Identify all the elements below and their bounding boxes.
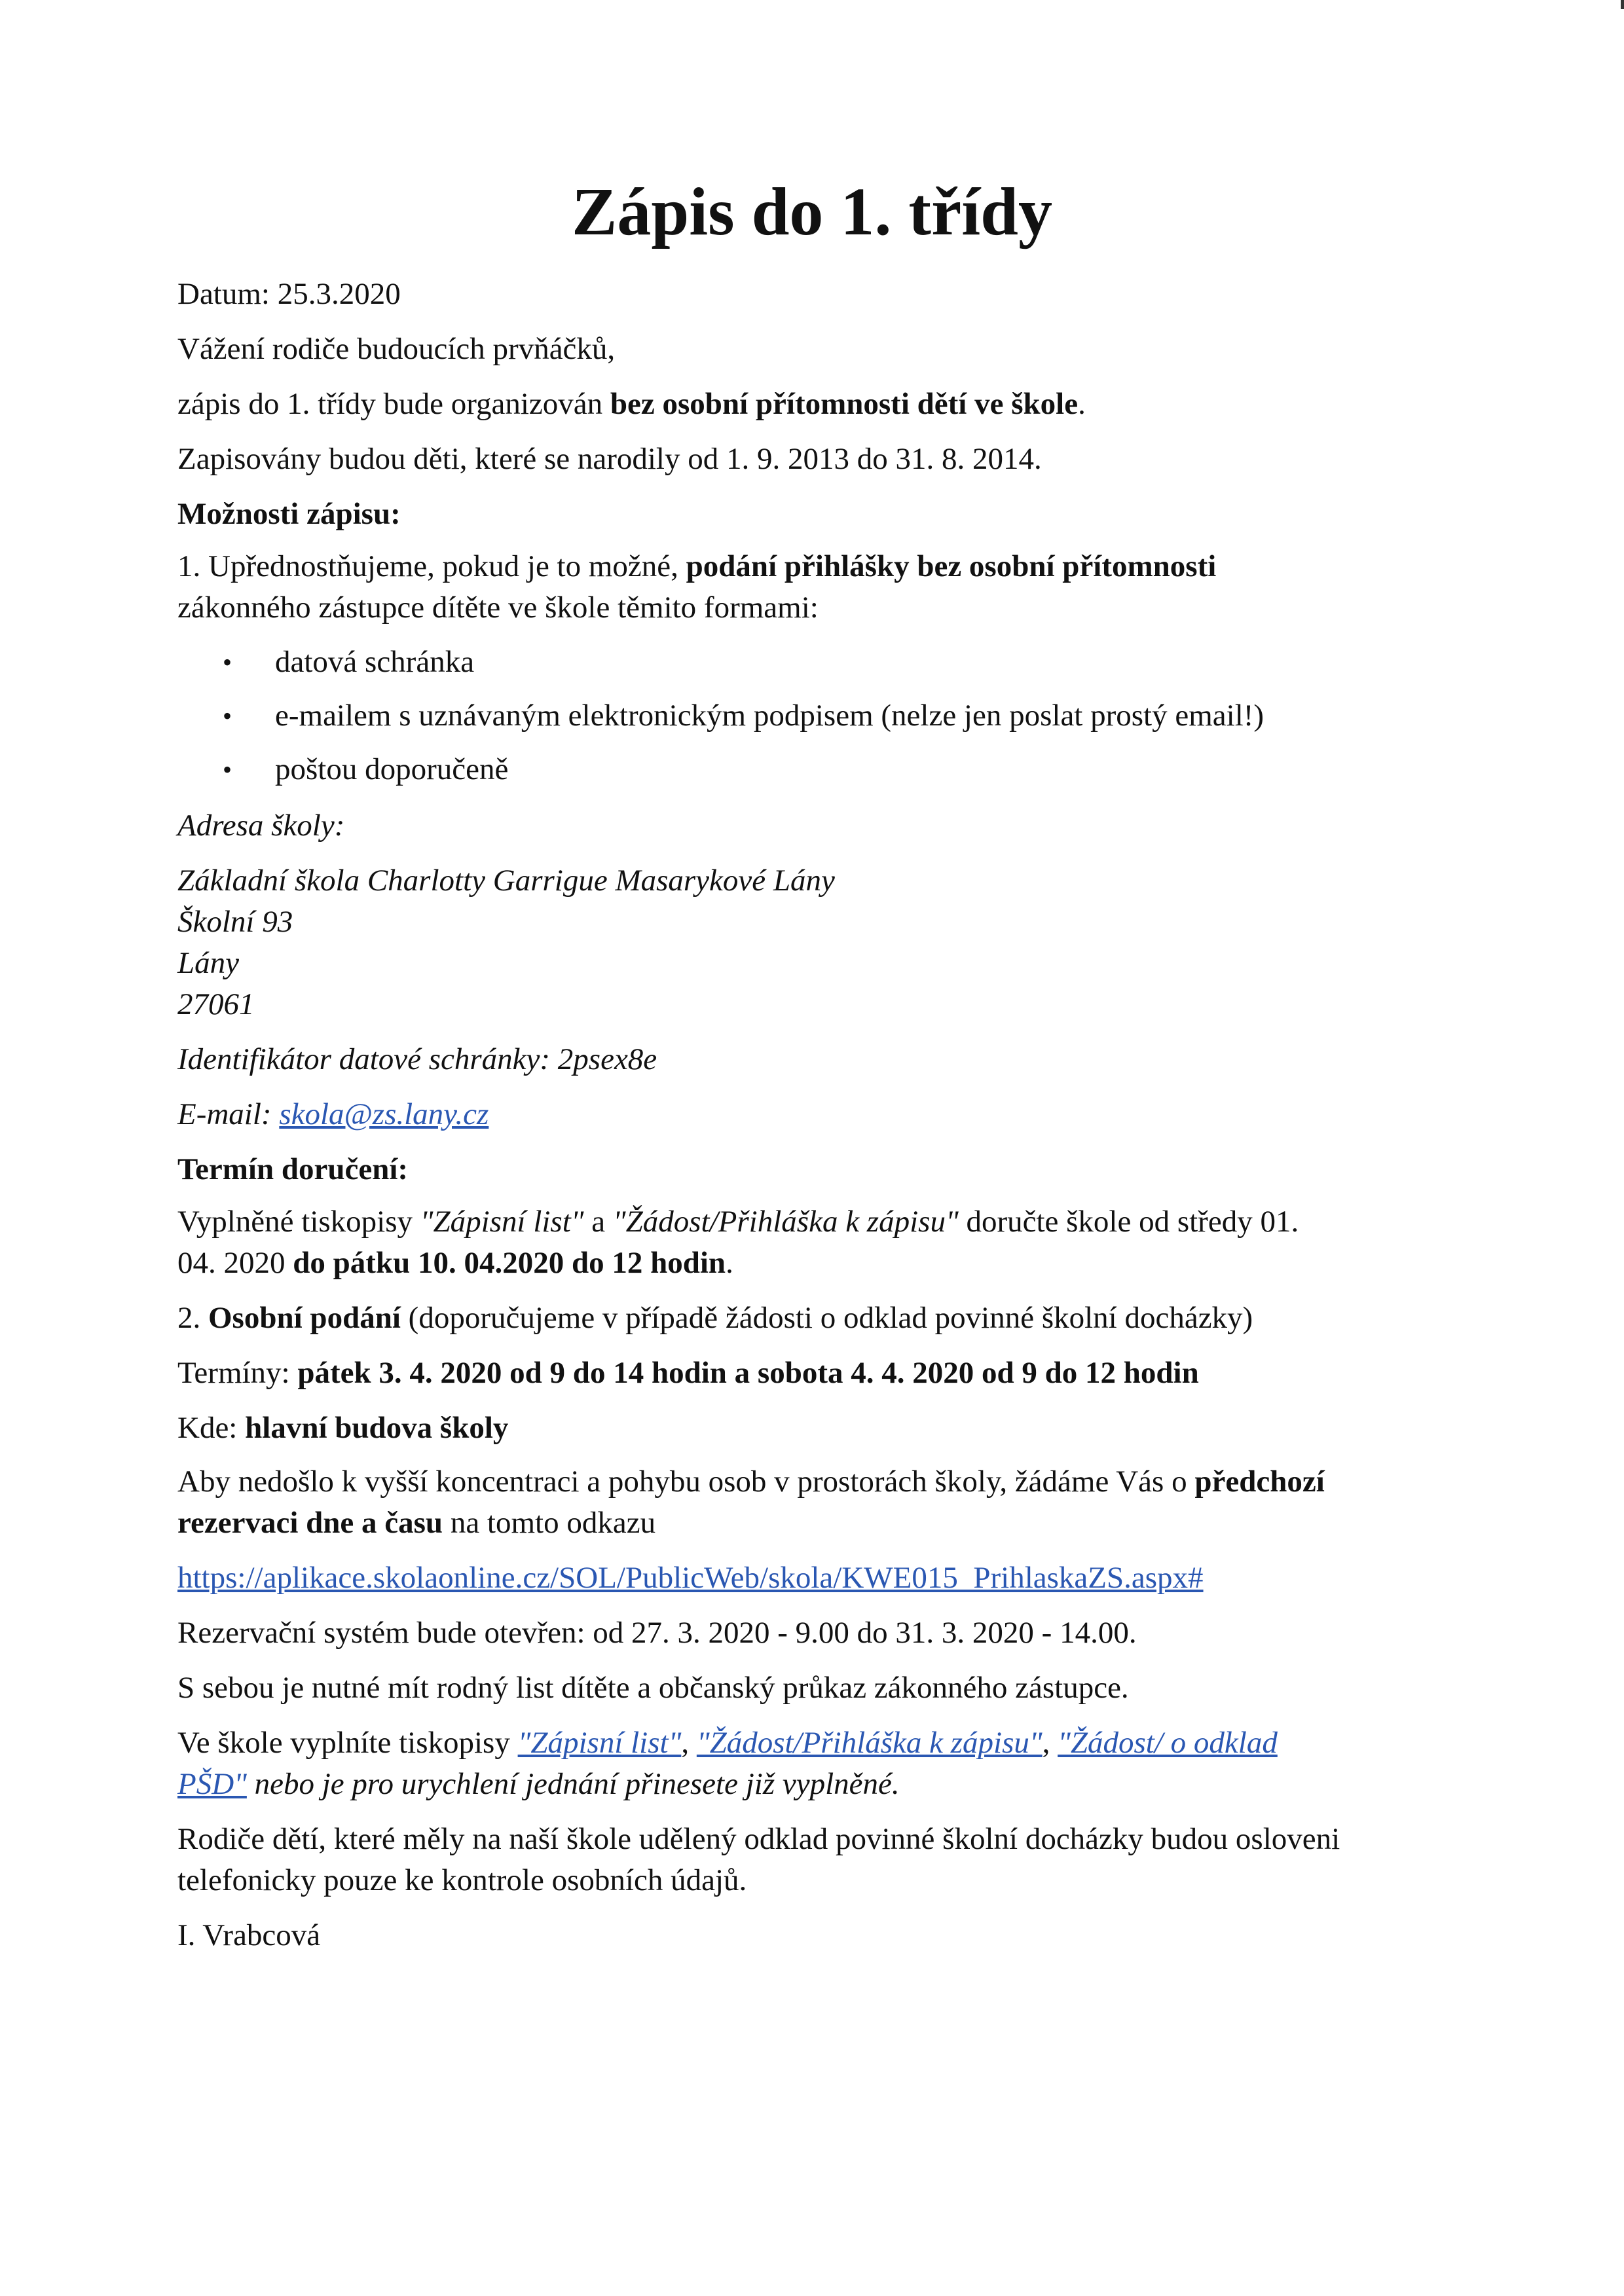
greeting: Vážení rodiče budoucích prvňáčků, bbox=[177, 332, 616, 366]
where-line: Kde: hlavní budova školy bbox=[177, 1411, 509, 1445]
list-item: datová schránka bbox=[275, 645, 475, 679]
bullet-icon: • bbox=[223, 755, 232, 784]
reservation-link[interactable]: https://aplikace.skolaonline.cz/SOL/PublicWeb/skola/KWE015_PrihlaskaZS.aspx# bbox=[177, 1561, 1204, 1595]
forms-line-2: PŠD" nebo je pro urychlení jednání přinesete již vyplněné. bbox=[177, 1767, 900, 1801]
zapisni-list-link[interactable]: "Zápisní list" bbox=[517, 1726, 682, 1760]
option-1-line-1: 1. Upřednostňujeme, pokud je to možné, podání přihlášky bez osobní přítomnosti bbox=[177, 549, 1217, 583]
reservation-open: Rezervační systém bude otevřen: od 27. 3. 2020 - 9.00 do 31. 3. 2020 - 14.00. bbox=[177, 1616, 1137, 1650]
delivery-line-2: 04. 2020 do pátku 10. 04.2020 do 12 hodin. bbox=[177, 1246, 733, 1280]
bullet-icon: • bbox=[223, 701, 232, 731]
deferral-line-2: telefonicky pouze ke kontrole osobních údajů. bbox=[177, 1863, 747, 1897]
address-line: Základní škola Charlotty Garrigue Masarykové Lány bbox=[177, 864, 835, 898]
address-line: 27061 bbox=[177, 987, 255, 1021]
address-line: Lány bbox=[177, 946, 239, 980]
reservation-line-2: rezervaci dne a času na tomto odkazu bbox=[177, 1506, 656, 1540]
address-line: Školní 93 bbox=[177, 905, 293, 939]
zadost-prihlaska-link[interactable]: "Žádost/Přihláška k zápisu" bbox=[696, 1726, 1043, 1760]
scan-edge-mark bbox=[1621, 0, 1624, 9]
page-title: Zápis do 1. třídy bbox=[572, 174, 1052, 249]
list-item: poštou doporučeně bbox=[275, 752, 509, 786]
options-heading: Možnosti zápisu: bbox=[177, 497, 401, 531]
terms-line: Termíny: pátek 3. 4. 2020 od 9 do 14 hodin a sobota 4. 4. 2020 od 9 do 12 hodin bbox=[177, 1356, 1199, 1390]
intro-paragraph: zápis do 1. třídy bude organizován bez osobní přítomnosti dětí ve škole. bbox=[177, 387, 1086, 421]
zadost-odklad-link-cont[interactable]: PŠD" bbox=[177, 1767, 247, 1801]
documents-line: S sebou je nutné mít rodný list dítěte a občanský průkaz zákonného zástupce. bbox=[177, 1671, 1129, 1705]
option-1-line-2: zákonného zástupce dítěte ve škole těmito formami: bbox=[177, 591, 819, 625]
email-link[interactable]: skola@zs.lany.cz bbox=[279, 1097, 489, 1131]
email-line: E-mail: skola@zs.lany.cz bbox=[177, 1097, 489, 1131]
birth-range: Zapisovány budou děti, které se narodily od 1. 9. 2013 do 31. 8. 2014. bbox=[177, 442, 1042, 476]
address-label: Adresa školy: bbox=[177, 809, 345, 843]
date-line: Datum: 25.3.2020 bbox=[177, 277, 401, 311]
zadost-odklad-link[interactable]: "Žádost/ o odklad bbox=[1058, 1726, 1278, 1760]
signature: I. Vrabcová bbox=[177, 1918, 321, 1952]
delivery-line-1: Vyplněné tiskopisy "Zápisní list" a "Žádost/Přihláška k zápisu" doručte škole od středy 01. bbox=[177, 1205, 1299, 1239]
reservation-line-1: Aby nedošlo k vyšší koncentraci a pohybu osob v prostorách školy, žádáme Vás o předchozí bbox=[177, 1465, 1325, 1499]
databox-id: Identifikátor datové schránky: 2psex8e bbox=[177, 1042, 657, 1076]
deferral-line-1: Rodiče dětí, které měly na naší škole udělený odklad povinné školní docházky budou osloveni bbox=[177, 1822, 1340, 1856]
forms-line-1: Ve škole vyplníte tiskopisy "Zápisní list", "Žádost/Přihláška k zápisu", "Žádost/ o odklad bbox=[177, 1726, 1278, 1760]
delivery-heading: Termín doručení: bbox=[177, 1152, 409, 1186]
list-item: e-mailem s uznávaným elektronickým podpisem (nelze jen poslat prostý email!) bbox=[275, 699, 1264, 733]
bullet-icon: • bbox=[223, 647, 232, 677]
option-2: 2. Osobní podání (doporučujeme v případě žádosti o odklad povinné školní docházky) bbox=[177, 1301, 1253, 1335]
reservation-link-line bbox=[177, 1558, 1461, 1599]
